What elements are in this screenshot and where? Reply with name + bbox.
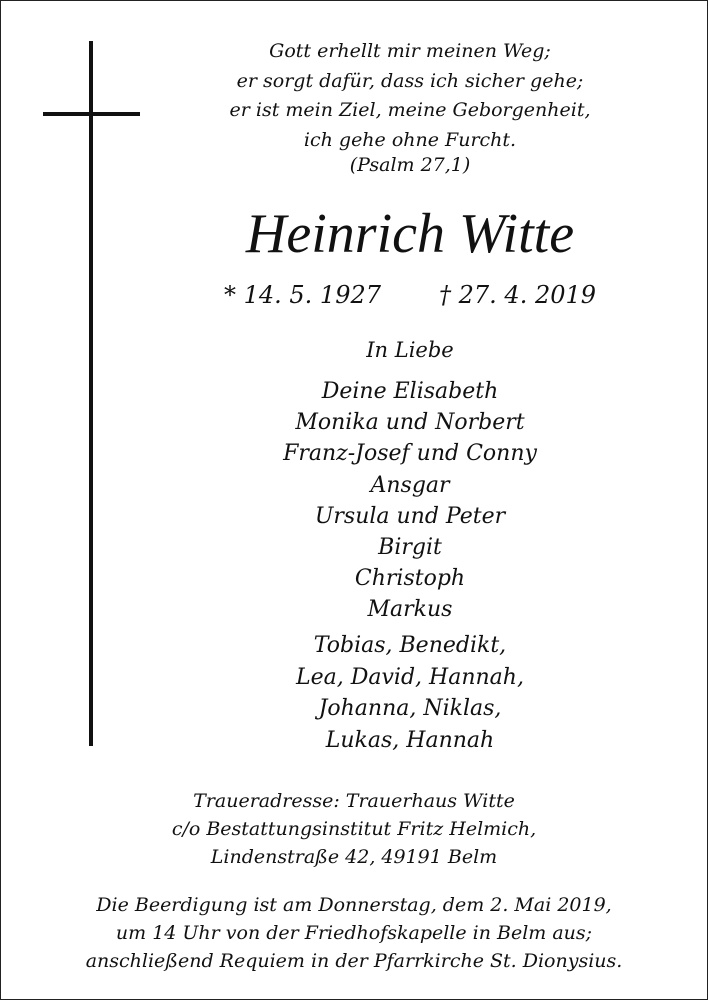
life-dates: [0, 280, 708, 310]
psalm-reference-text: (Psalm 27,1): [349, 154, 471, 176]
closing-phrase-text: In Liebe: [366, 338, 454, 362]
family-member: Birgit: [378, 535, 442, 561]
funeral-line: Die Beerdigung ist am Donnerstag, dem 2. Mai 2019,: [96, 894, 612, 916]
birth-date: * 14. 5. 1927: [223, 281, 381, 309]
grandchildren-line: Lea, David, Hannah,: [296, 664, 524, 690]
family-member: Christoph: [354, 566, 466, 592]
psalm-reference: [0, 153, 708, 177]
family-member: Deine Elisabeth: [321, 379, 499, 404]
deceased-name-text: Heinrich Witte: [245, 203, 575, 265]
grandchildren-line: Lukas, Hannah: [325, 727, 495, 753]
family-member: Ansgar: [370, 472, 450, 498]
psalm-line: ich gehe ohne Furcht.: [303, 128, 517, 151]
funeral-notice: [0, 891, 708, 975]
mourning-address: [0, 787, 708, 871]
psalm-line: Gott erhellt mir meinen Weg;: [269, 40, 551, 62]
family-member: Ursula und Peter: [314, 503, 506, 529]
grandchildren-line: Johanna, Niklas,: [318, 696, 502, 721]
death-date: † 27. 4. 2019: [439, 281, 597, 309]
family-member: Markus: [367, 597, 453, 623]
funeral-line: anschließend Requiem in der Pfarrkirche St. Dionysius.: [85, 950, 623, 972]
address-line: c/o Bestattungsinstitut Fritz Helmich,: [171, 818, 537, 840]
psalm-quote: [0, 37, 708, 155]
deceased-name: [0, 194, 708, 274]
grandchildren-line: Tobias, Benedikt,: [313, 633, 507, 658]
psalm-line: er sorgt dafür, dass ich sicher gehe;: [236, 69, 584, 92]
grandchildren-list: [0, 630, 708, 756]
funeral-line: um 14 Uhr von der Friedhofskapelle in Belm aus;: [115, 922, 593, 944]
psalm-line: er ist mein Ziel, meine Geborgenheit,: [229, 99, 591, 121]
family-member: Franz-Josef und Conny: [283, 441, 537, 467]
address-line: Traueradresse: Trauerhaus Witte: [193, 790, 515, 812]
address-line: Lindenstraße 42, 49191 Belm: [210, 846, 498, 868]
closing-phrase: [0, 336, 708, 364]
family-member: Monika und Norbert: [295, 410, 525, 436]
family-list: [0, 376, 708, 626]
